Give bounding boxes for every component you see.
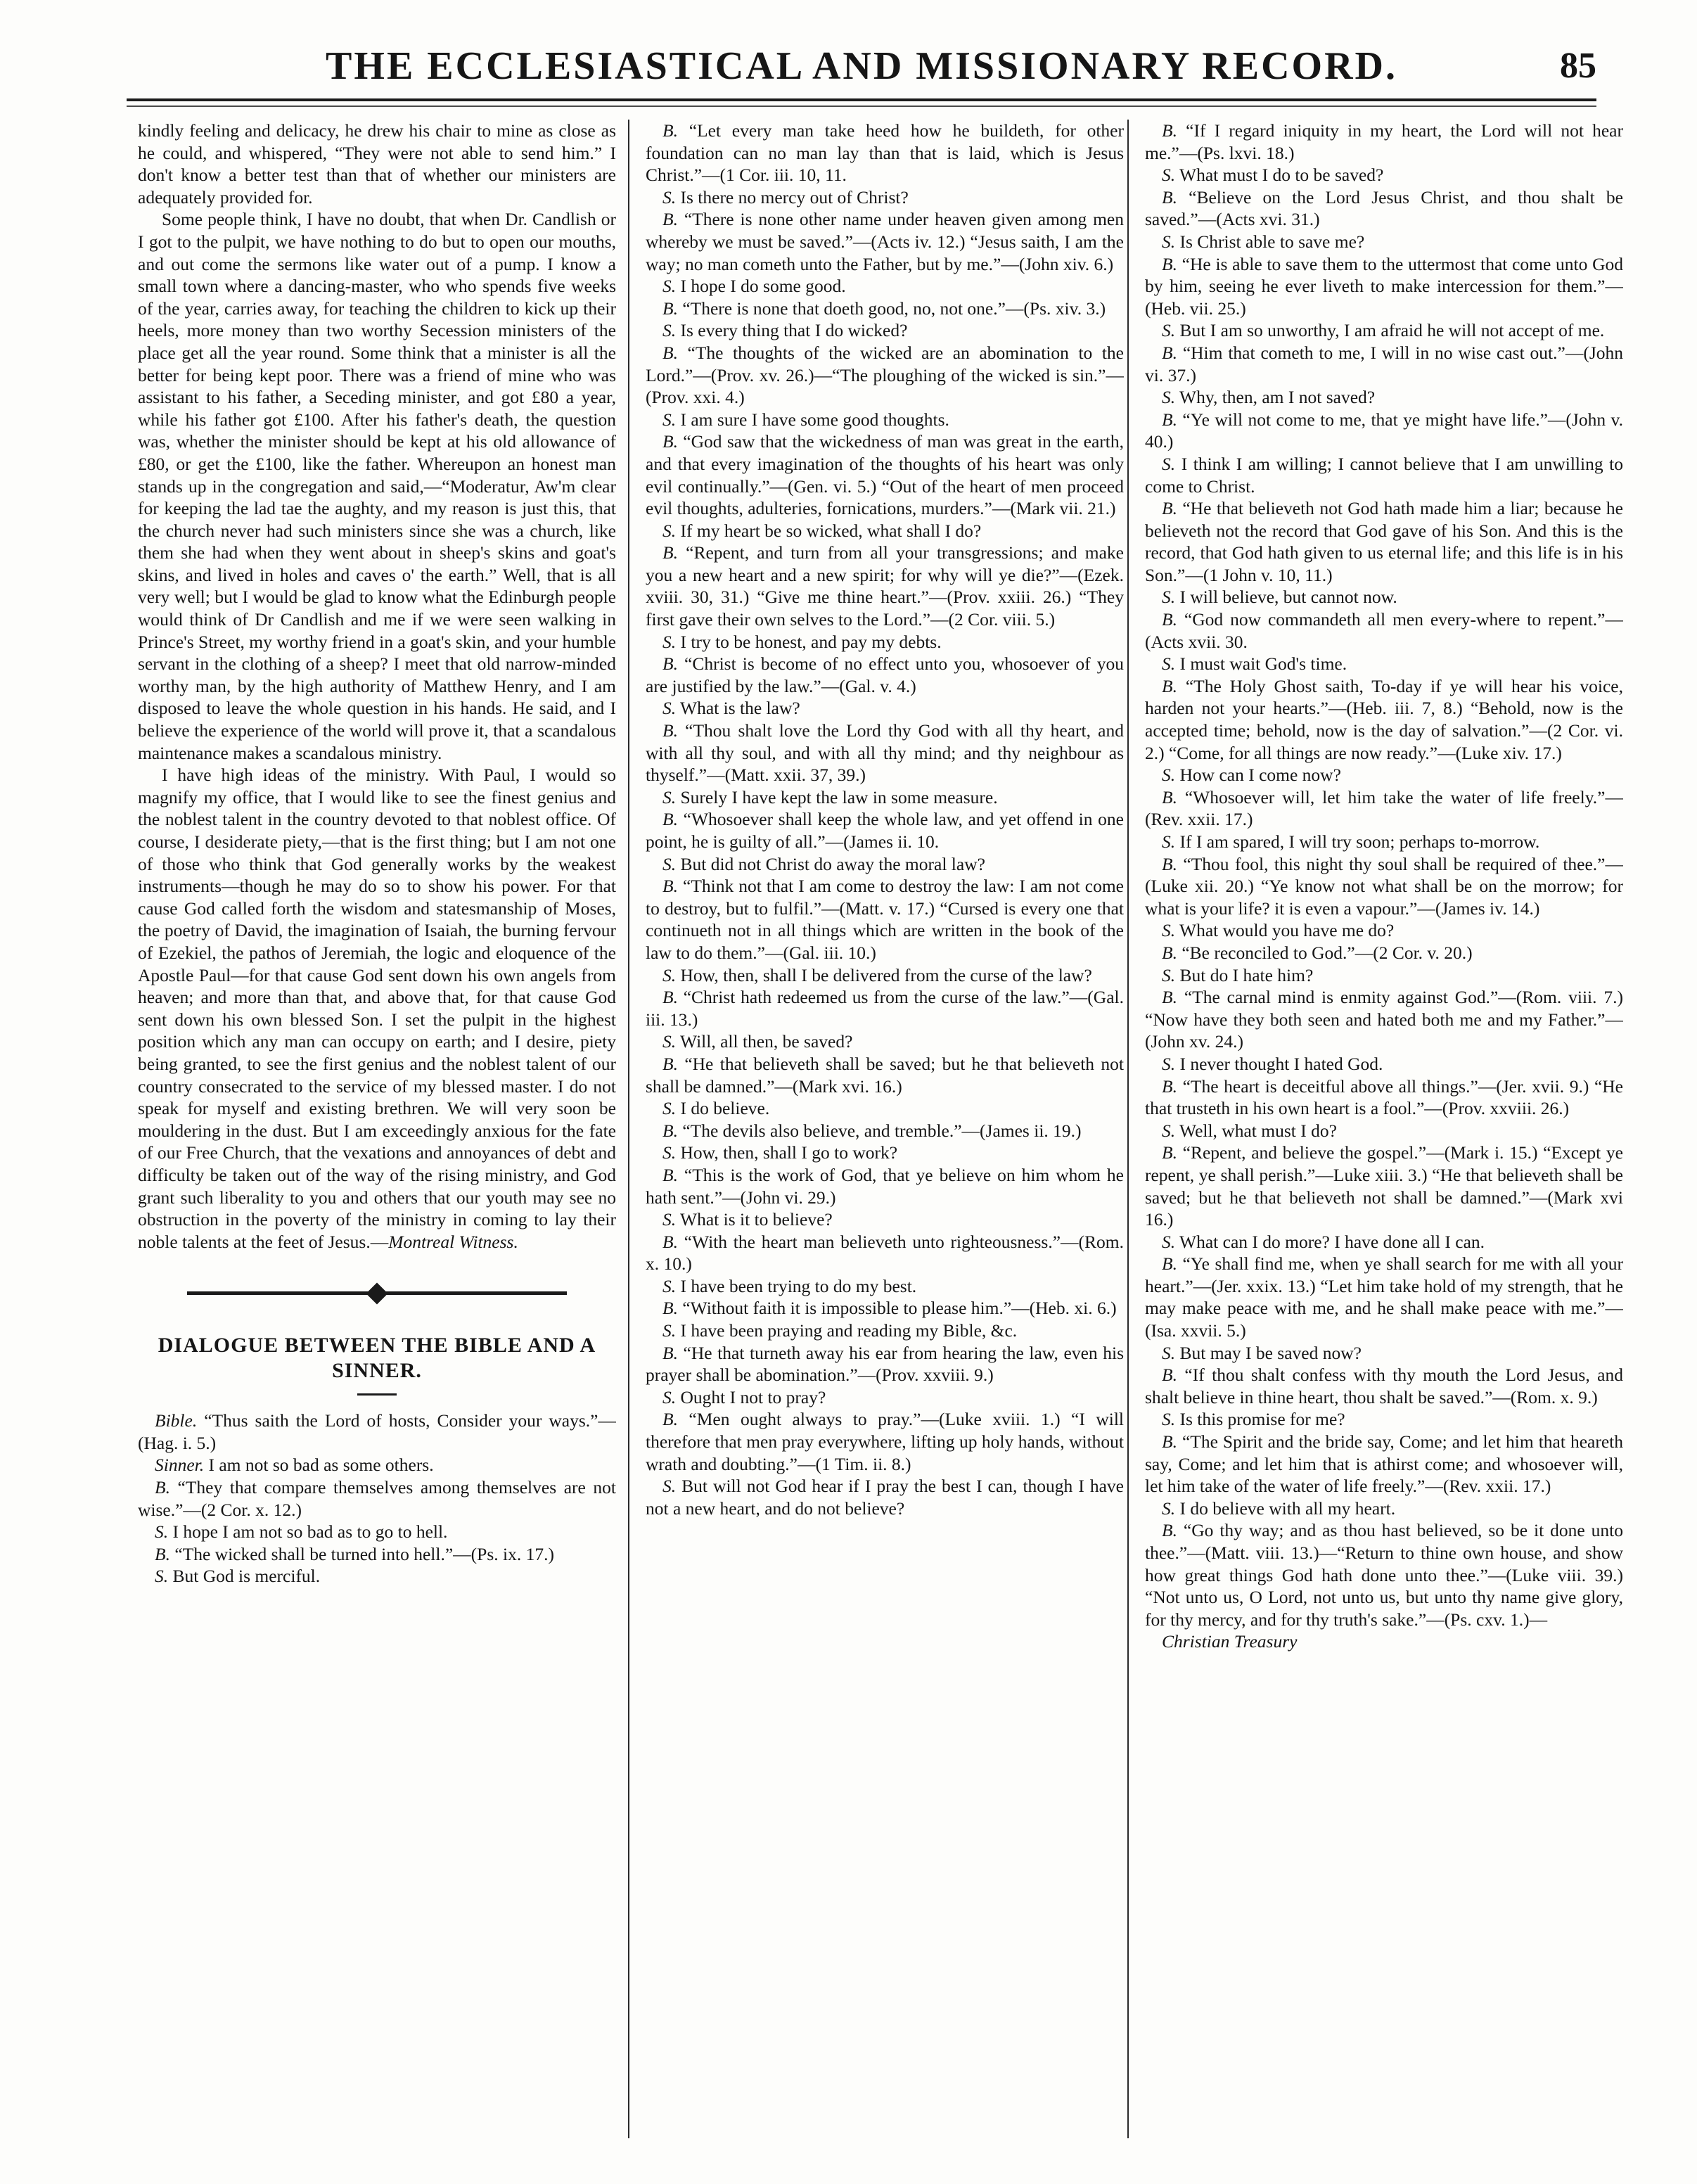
dialogue-line (1145, 342, 1623, 386)
speaker-label: S. (1162, 320, 1176, 341)
speaker-label: S. (1162, 653, 1176, 675)
dialogue-text: “There is none that doeth good, no, not one.”—(Ps. xiv. 3.) (677, 298, 1106, 319)
dialogue-text: “God saw that the wickedness of man was great in the earth, and that every imagination of the thoughts of his heart was only evil continually.”—(Gen. vi. 5.) “Out of the heart of men proceed evil thoughts, adulteries, fornications, murders.”—(Mark vii. 21.) (646, 431, 1124, 519)
speaker-label: S. (662, 964, 677, 985)
speaker-label: B. (1162, 120, 1177, 141)
dialogue-heading: DIALOGUE BETWEEN THE BIBLE AND A SINNER. (158, 1334, 596, 1383)
page-number: 85 (1560, 46, 1596, 86)
dialogue-line (646, 430, 1124, 519)
dialogue-text: I am sure I have some good thoughts. (676, 409, 949, 430)
speaker-label: B. (1162, 942, 1177, 963)
dialogue-text: “The devils also believe, and tremble.”—(James ii. 19.) (677, 1120, 1082, 1141)
dialogue-text: “Whosoever shall keep the whole law, and yet offend in one point, he is guilty of all.”—(James ii. 10. (646, 809, 1124, 852)
dialogue-text: “Men ought always to pray.”—(Luke xviii. 1.) “I will therefore that men pray everywhere, lifting up holy hands, without wrath and doubting.”—(1 Tim. ii. 8.) (646, 1409, 1124, 1474)
speaker-label: S. (1162, 453, 1176, 474)
speaker-label: S. (662, 1098, 677, 1119)
dialogue-line (646, 1164, 1124, 1208)
speaker-label: S. (662, 1275, 677, 1296)
dialogue-text: “This is the work of God, that ye believe on him whom he hath sent.”—(John vi. 29.) (646, 1164, 1124, 1208)
dialogue-text: “If I regard iniquity in my heart, the Lord will not hear me.”—(Ps. lxvi. 18.) (1145, 120, 1623, 163)
column-left (138, 120, 616, 2138)
dialogue-text: “The Holy Ghost saith, To-day if ye will hear his voice, harden not your hearts.”—(Heb. iii. 7, 8.) “Behold, now is the accepted time; behold, now is the day of salvation.”—(2 Cor. vi. 2.) “Come, for all things are now ready.”—(Luke xiv. 17.) (1145, 675, 1623, 763)
speaker-label: S. (662, 276, 677, 297)
speaker-label: S. (1162, 165, 1176, 186)
dialogue-text: “He that believeth shall be saved; but he that believeth not shall be damned.”—(Mark xvi. 16.) (646, 1053, 1124, 1097)
dialogue-line (646, 275, 1124, 298)
dialogue-line (646, 986, 1124, 1030)
dialogue-text: “Him that cometh to me, I will in no wise cast out.”—(John vi. 37.) (1145, 342, 1623, 385)
speaker-label: S. (1162, 964, 1176, 985)
source-attribution: Montreal Witness. (388, 1231, 518, 1252)
speaker-label: B. (155, 1543, 170, 1564)
page-header (127, 37, 1596, 96)
speaker-label: B. (1162, 409, 1177, 430)
dialogue-text: I am not so bad as some others. (204, 1455, 434, 1476)
dialogue-line (1145, 831, 1623, 853)
speaker-label: B. (1162, 498, 1177, 519)
speaker-label: S. (1162, 920, 1176, 941)
speaker-label: B. (662, 1053, 678, 1074)
speaker-label: S. (662, 1386, 677, 1407)
dialogue-text: “Think not that I am come to destroy the law: I am not come to destroy, but to fulfil.”—(Matt. v. 17.) “Cursed is every one that continueth not in all things which are written in the book of the law to do them.”—(Gal. iii. 10.) (646, 876, 1124, 963)
speaker-label: Sinner. (155, 1455, 205, 1476)
speaker-label: B. (1162, 1365, 1177, 1386)
speaker-label: S. (1162, 387, 1176, 408)
dialogue-line (646, 208, 1124, 275)
dialogue-text: How can I come now? (1175, 765, 1341, 786)
speaker-label: B. (1162, 1075, 1177, 1097)
dialogue-text: But I am so unworthy, I am afraid he will not accept of me. (1175, 320, 1605, 341)
dialogue-line (646, 1097, 1124, 1120)
speaker-label: B. (1162, 1520, 1177, 1541)
dialogue-line (646, 964, 1124, 987)
dialogue-text: What would you have me do? (1175, 920, 1395, 941)
speaker-label: S. (1162, 1342, 1176, 1363)
dialogue-text: How, then, shall I be delivered from the curse of the law? (676, 964, 1092, 985)
speaker-label: S. (1162, 1497, 1176, 1519)
speaker-label: S. (662, 786, 677, 807)
dialogue-line (1145, 186, 1623, 231)
running-title: THE ECCLESIASTICAL AND MISSIONARY RECORD. (326, 44, 1397, 88)
dialogue-line (1145, 586, 1623, 608)
dialogue-line (646, 520, 1124, 542)
dialogue-text: What is it to believe? (676, 1209, 833, 1230)
speaker-label: S. (662, 1209, 677, 1230)
speaker-label: B. (1162, 609, 1177, 630)
article-paragraph: Some people think, I have no doubt, that when Dr. Candlish or I got to the pulpit, we have nothing to do but to open our mouths, and out come the sermons like water out of a pump. I know a small town where a dancing-master, who who spends five weeks of the year, carries away, for teaching the children to kick up their heels, more money than two worthy Secession ministers of the place get all the year round. Some think that a minister is all the better for being kept poor. There was a friend of mine who was assistant to his father, a Seceding minister, and got £80 a year, while his father got £100. After his father's death, the question was, whether the minister should be kept at his old allowance of £80, or get the £100, like the father. Whereupon an honest man stands up in the congregation and said,—“Moderatur, Aw'm clear for keeping the lad tae the aughty, and my reason is just this, that the church never had such ministers since she was a church, like them she had when they went about in sheep's skins and goat's skins, and lived in holes and caves o' the earth.” Well, that is all very well; but I would be glad to know what the Edinburgh people would think of Dr Candlish and me if we were seen walking in Prince's Street, my worthy friend in a goat's skin, and your humble servant in the clothing of a sheep? I meet that old narrow-minded worthy man, by the high authority of Matthew Henry, and I am disposed to leave the whole question in his hands. He said, and I believe the experience of the world will prove it, that a scandalous maintenance makes a scandalous ministry. (138, 209, 616, 763)
speaker-label: B. (662, 1231, 678, 1252)
dialogue-text: What can I do more? I have done all I can. (1175, 1231, 1485, 1252)
dialogue-line (646, 631, 1124, 653)
dialogue-line (1145, 1342, 1623, 1365)
dialogue-text: “Go thy way; and as thou hast believed, so be it done unto thee.”—(Matt. viii. 13.)—“Return to thine own house, and show how great things God hath done unto thee.”—(Luke viii. 39.) “Not unto us, O Lord, not unto us, but unto thy name give glory, for thy mercy, and for thy truth's sake.”—(Ps. cxv. 1.)— (1145, 1520, 1623, 1630)
dialogue-text: Well, what must I do? (1175, 1120, 1337, 1141)
dialogue-line (646, 1320, 1124, 1342)
dialogue-line (138, 1543, 616, 1566)
speaker-label: S. (662, 186, 677, 207)
dialogue-line (1145, 653, 1623, 675)
dialogue-line (646, 853, 1124, 876)
dialogue-text: “With the heart man believeth unto righteousness.”—(Rom. x. 10.) (646, 1231, 1124, 1275)
speaker-label: B. (1162, 987, 1177, 1008)
dialogue-text: “The Spirit and the bride say, Come; and let him that heareth say, Come; and let him that is athirst come; and whosoever will, let him take of the water of life freely.”—(Rev. xxii. 17.) (1145, 1431, 1623, 1497)
dialogue-line (1145, 319, 1623, 342)
dialogue-line (1145, 1364, 1623, 1408)
dialogue-text: Is this promise for me? (1175, 1409, 1345, 1430)
dialogue-line (138, 1476, 616, 1521)
dialogue-line (138, 1454, 616, 1476)
dialogue-line (1145, 1142, 1623, 1230)
speaker-label: B. (662, 298, 678, 319)
dialogue-text: How, then, shall I go to work? (676, 1142, 898, 1163)
speaker-label: B. (1162, 1253, 1177, 1275)
dialogue-line (1145, 453, 1623, 497)
dialogue-text: “Be reconciled to God.”—(2 Cor. v. 20.) (1177, 942, 1473, 963)
dialogue-text: “Christ is become of no effect unto you, whosoever of you are justified by the law.”—(Gal. v. 4.) (646, 653, 1124, 696)
speaker-label: B. (662, 1298, 678, 1319)
speaker-label: S. (662, 1476, 677, 1497)
dialogue-line (1145, 675, 1623, 764)
speaker-label: B. (1162, 853, 1177, 874)
dialogue-line (1145, 786, 1623, 831)
dialogue-text: I try to be honest, and pay my debts. (676, 631, 942, 652)
dialogue-line (1145, 1431, 1623, 1497)
dialogue-line (646, 720, 1124, 786)
speaker-label: B. (1162, 1142, 1177, 1163)
speaker-label: S. (1162, 1231, 1176, 1252)
dialogue-text: “Repent, and turn from all your transgressions; and make you a new heart and a new spirit; for why will ye die?”—(Ezek. xviii. 30, 31.) “Give me thine heart.”—(Prov. xxiii. 26.) “They first gave their own selves to the Lord.”—(2 Cor. viii. 5.) (646, 542, 1124, 630)
dialogue-line (646, 298, 1124, 320)
speaker-label: S. (155, 1566, 169, 1587)
dialogue-line (646, 319, 1124, 342)
dialogue-line (646, 875, 1124, 964)
speaker-label: B. (662, 1164, 678, 1185)
speaker-label: S. (155, 1521, 169, 1543)
dialogue-text: “Whosoever will, let him take the water of life freely.”—(Rev. xxii. 17.) (1145, 786, 1623, 830)
dialogue-line (1145, 1408, 1623, 1431)
dialogue-line (1145, 253, 1623, 320)
dialogue-line (646, 1408, 1124, 1475)
dialogue-line (646, 653, 1124, 697)
dialogue-line (1145, 964, 1623, 987)
dialogue-line (1145, 919, 1623, 942)
speaker-label: S. (1162, 231, 1176, 252)
dialogue-line (646, 1120, 1124, 1142)
speaker-label: S. (662, 631, 677, 652)
speaker-label: S. (1162, 1120, 1176, 1141)
dialogue-line (1145, 1120, 1623, 1142)
dialogue-line (646, 1386, 1124, 1409)
header-rule (127, 98, 1596, 101)
speaker-label: Bible. (155, 1410, 198, 1431)
dialogue-line (646, 1231, 1124, 1275)
dialogue-text: I have been trying to do my best. (676, 1275, 917, 1296)
speaker-label: B. (1162, 1431, 1177, 1452)
dialogue-text: “Thou fool, this night thy soul shall be required of thee.”—(Luke xii. 20.) “Ye know not what shall be on the morrow; for what is your life? it is even a vapour.”—(James iv. 14.) (1145, 853, 1623, 919)
dialogue-line (1145, 853, 1623, 920)
dialogue-text: “There is none other name under heaven given among men whereby we must be saved.”—(Acts iv. 12.) “Jesus saith, I am the way; no man cometh unto the Father, but by me.”—(John xiv. 6.) (646, 209, 1124, 274)
dialogue-text: Ought I not to pray? (676, 1386, 826, 1407)
dialogue-text: Is Christ able to save me? (1175, 231, 1365, 252)
dialogue-line (646, 1297, 1124, 1320)
dialogue-line (1145, 1253, 1623, 1341)
dialogue-text: “He that turneth away his ear from hearing the law, even his prayer shall be abomination.”—(Prov. xxviii. 9.) (646, 1342, 1124, 1386)
column-divider (628, 120, 629, 2138)
speaker-label: S. (1162, 587, 1176, 608)
dialogue-line (646, 808, 1124, 852)
speaker-label: S. (662, 698, 677, 719)
dialogue-text: I hope I do some good. (676, 276, 846, 297)
dialogue-line (1145, 986, 1623, 1053)
dialogue-text: “Ye shall find me, when ye shall search for me with all your heart.”—(Jer. xxix. 13.) “Let him take hold of my strength, that he may make peace with me, and he shall make peace with me.”—(Isa. xxvii. 5.) (1145, 1253, 1623, 1341)
dialogue-text: But will not God hear if I pray the best I can, though I have not a new heart, and do not believe? (646, 1476, 1124, 1519)
dialogue-text: “Without faith it is impossible to please him.”—(Heb. xi. 6.) (677, 1298, 1117, 1319)
speaker-label: B. (1162, 675, 1177, 696)
dialogue-line (138, 1521, 616, 1543)
dialogue-line (646, 409, 1124, 431)
dialogue-text: “He that believeth not God hath made him a liar; because he believeth not the record that God gave of his Son. And this is the record, that God hath given to us eternal life; and this life is in his Son.”—(1 John v. 10, 11.) (1145, 498, 1623, 585)
dialogue-text: “The carnal mind is enmity against God.”—(Rom. viii. 7.) “Now have they both seen and hated both me and my Father.”—(John xv. 24.) (1145, 987, 1623, 1052)
dialogue-text: What is the law? (676, 698, 800, 719)
dialogue-line (1145, 1630, 1623, 1653)
dialogue-line (1145, 497, 1623, 586)
speaker-label: B. (662, 431, 678, 452)
dialogue-line (1145, 764, 1623, 786)
speaker-label: B. (1162, 786, 1177, 807)
article-paragraph: kindly feeling and delicacy, he drew his chair to mine as close as he could, and whispered, “They were not able to send him.” I don't know a better test than that of whether our ministers are adequately provided for. (138, 120, 616, 207)
speaker-label: S. (662, 1320, 677, 1341)
dialogue-line (646, 697, 1124, 720)
dialogue-text: Will, all then, be saved? (676, 1031, 853, 1052)
dialogue-text: “The heart is deceitful above all things.”—(Jer. xvii. 9.) “He that trusteth in his own heart is a fool.”—(Prov. xxviii. 26.) (1145, 1075, 1623, 1119)
dialogue-text: “Let every man take heed how he buildeth, for other foundation can no man lay than that is laid, which is Jesus Christ.”—(1 Cor. iii. 10, 11. (646, 120, 1124, 186)
dialogue-text: What must I do to be saved? (1175, 165, 1384, 186)
column-right (1145, 120, 1623, 2138)
paragraph-text: I have high ideas of the ministry. With Paul, I would so magnify my office, that I would like to see the finest genius and the noblest talent in the country devoted to that noblest office. Of course, I desiderate piety,—that is the first thing; but I am not one of those who think that God generally works by the weakest instruments—though he may do so to show his power. For that cause God called forth the wisdom and statesmanship of Moses, the poetry of David, the imagination of Isaiah, the burning fervour of Ezekiel, the pathos of Jeremiah, the logic and eloquence of the Apostle Paul—for that cause God sent down his own angels from heaven; and more than that, and above that, for that cause God sent down his own blessed Son. I set the pulpit in the highest position which any man can occupy on earth; and I desire, piety being granted, to see the first genius and the noblest talent of our country consecrated to the service of my blessed master. I do not speak for myself and existing brethren. We will very soon be mouldering in the dust. But I am exceedingly anxious for the fate of our Free Church, that the vexations and annoyances of debt and difficulty be taken out of the way of the rising ministry, and God grant such liberality to you and others that our youth may see no obstruction in the poverty of the ministry in coming to lay their noble talents at the feet of Jesus.— (138, 765, 616, 1252)
dialogue-text: I have been praying and reading my Bible, &c. (676, 1320, 1018, 1341)
speaker-label: S. (662, 409, 677, 430)
column-middle (646, 120, 1124, 2138)
dialogue-text: But did not Christ do away the moral law? (676, 853, 985, 874)
dialogue-text: Surely I have kept the law in some measure. (676, 786, 998, 807)
dialogue-line (1145, 231, 1623, 253)
dialogue-text: Why, then, am I not saved? (1175, 387, 1376, 408)
dialogue-line (1145, 164, 1623, 186)
dialogue-text: “The thoughts of the wicked are an abomination to the Lord.”—(Prov. xv. 26.)—“The ploughing of the wicked is sin.”—(Prov. xxi. 4.) (646, 342, 1124, 408)
dialogue-text: But do I hate him? (1175, 964, 1314, 985)
speaker-label: B. (662, 209, 678, 230)
speaker-label: B. (662, 120, 678, 141)
dialogue-text: But God is merciful. (168, 1566, 321, 1587)
speaker-label: B. (662, 720, 678, 741)
dialogue-text: “Thou shalt love the Lord thy God with all thy heart, and with all thy soul, and with all thy mind; and thy neighbour as thyself.”—(Matt. xxii. 37, 39.) (646, 720, 1124, 786)
speaker-label: B. (1162, 253, 1177, 274)
dialogue-line (646, 1275, 1124, 1298)
dialogue-text: I will believe, but cannot now. (1175, 587, 1397, 608)
dialogue-text: “Christ hath redeemed us from the curse of the law.”—(Gal. iii. 13.) (646, 987, 1124, 1030)
dialogue-text: “The wicked shall be turned into hell.”—(Ps. ix. 17.) (169, 1543, 554, 1564)
dialogue-text: I never thought I hated God. (1175, 1053, 1383, 1074)
dialogue-line (646, 1142, 1124, 1164)
dialogue-line (646, 1342, 1124, 1386)
speaker-label: S. (1162, 1053, 1176, 1074)
speaker-label: B. (155, 1477, 170, 1498)
dialogue-line (1145, 1075, 1623, 1120)
dialogue-line (646, 1030, 1124, 1053)
column-divider (1127, 120, 1129, 2138)
dialogue-line (1145, 942, 1623, 964)
dialogue-line (1145, 1497, 1623, 1520)
speaker-label: B. (662, 542, 678, 563)
dialogue-line (646, 1208, 1124, 1231)
dialogue-line (138, 1565, 616, 1588)
dialogue-text: If my heart be so wicked, what shall I do? (676, 520, 982, 541)
speaker-label: B. (1162, 186, 1177, 207)
dialogue-text: “They that compare themselves among themselves are not wise.”—(2 Cor. x. 12.) (138, 1477, 616, 1520)
speaker-label: B. (662, 342, 678, 363)
dialogue-line (1145, 120, 1623, 164)
dialogue-line (646, 186, 1124, 209)
speaker-label: B. (662, 1409, 678, 1430)
speaker-label: B. (662, 653, 678, 675)
dialogue-line (646, 342, 1124, 409)
dialogue-text: “If thou shalt confess with thy mouth the Lord Jesus, and shalt believe in thine heart, thou shalt be saved.”—(Rom. x. 9.) (1145, 1365, 1623, 1407)
speaker-label: S. (662, 320, 677, 341)
dialogue-line (1145, 409, 1623, 453)
dialogue-line (646, 786, 1124, 809)
dialogue-text: “Believe on the Lord Jesus Christ, and thou shalt be saved.”—(Acts xvi. 31.) (1145, 186, 1623, 230)
speaker-label: B. (1162, 342, 1177, 363)
dialogue-text: I think I am willing; I cannot believe that I am unwilling to come to Christ. (1145, 453, 1623, 497)
dialogue-text: “Thus saith the Lord of hosts, Consider your ways.”—(Hag. i. 5.) (138, 1410, 616, 1453)
speaker-label: S. (1162, 765, 1176, 786)
dialogue-text: I do believe. (676, 1098, 770, 1119)
dialogue-line (646, 120, 1124, 186)
section-ornament (187, 1279, 567, 1308)
dialogue-text: “He is able to save them to the uttermost that come unto God by him, seeing he ever liveth to make intercession for them.”—(Heb. vii. 25.) (1145, 253, 1623, 319)
dialogue-line (646, 1475, 1124, 1519)
dialogue-line (646, 542, 1124, 630)
speaker-label: B. (662, 809, 678, 830)
speaker-label: S. (662, 520, 677, 541)
dialogue-line (138, 1410, 616, 1454)
speaker-label: B. (662, 1120, 678, 1141)
dialogue-text: I do believe with all my heart. (1175, 1497, 1396, 1519)
heading-rule (357, 1393, 397, 1396)
dialogue-line (1145, 1519, 1623, 1630)
dialogue-text: “Repent, and believe the gospel.”—(Mark i. 15.) “Except ye repent, ye shall perish.”—Luke xiii. 3.) “He that believeth shall be saved; but he that believeth not shall be damned.”—(Mark xvi 16.) (1145, 1142, 1623, 1230)
dialogue-text: I hope I am not so bad as to go to hell. (168, 1521, 448, 1543)
dialogue-line (1145, 1053, 1623, 1075)
dialogue-text: Is there no mercy out of Christ? (676, 186, 909, 207)
speaker-label: S. (662, 1142, 677, 1163)
speaker-label: B. (662, 1342, 678, 1363)
dialogue-text: I must wait God's time. (1175, 653, 1347, 675)
source-attribution: Christian Treasury (1162, 1631, 1298, 1652)
dialogue-text: If I am spared, I will try soon; perhaps to-morrow. (1175, 831, 1540, 852)
speaker-label: S. (1162, 1409, 1176, 1430)
speaker-label: B. (662, 987, 678, 1008)
dialogue-text: “Ye will not come to me, that ye might have life.”—(John v. 40.) (1145, 409, 1623, 452)
dialogue-text: But may I be saved now? (1175, 1342, 1362, 1363)
dialogue-line (646, 1053, 1124, 1097)
dialogue-text: Is every thing that I do wicked? (676, 320, 908, 341)
speaker-label: S. (662, 853, 677, 874)
dialogue-line (1145, 386, 1623, 409)
article-paragraph (138, 764, 616, 1253)
header-rule-thin (127, 106, 1596, 107)
speaker-label: B. (662, 876, 678, 897)
dialogue-text: “God now commandeth all men every-where to repent.”—(Acts xvii. 30. (1145, 609, 1623, 652)
dialogue-line (1145, 608, 1623, 653)
speaker-label: S. (1162, 831, 1176, 852)
ornament-diamond (366, 1283, 388, 1305)
dialogue-line (1145, 1231, 1623, 1253)
speaker-label: S. (662, 1031, 677, 1052)
